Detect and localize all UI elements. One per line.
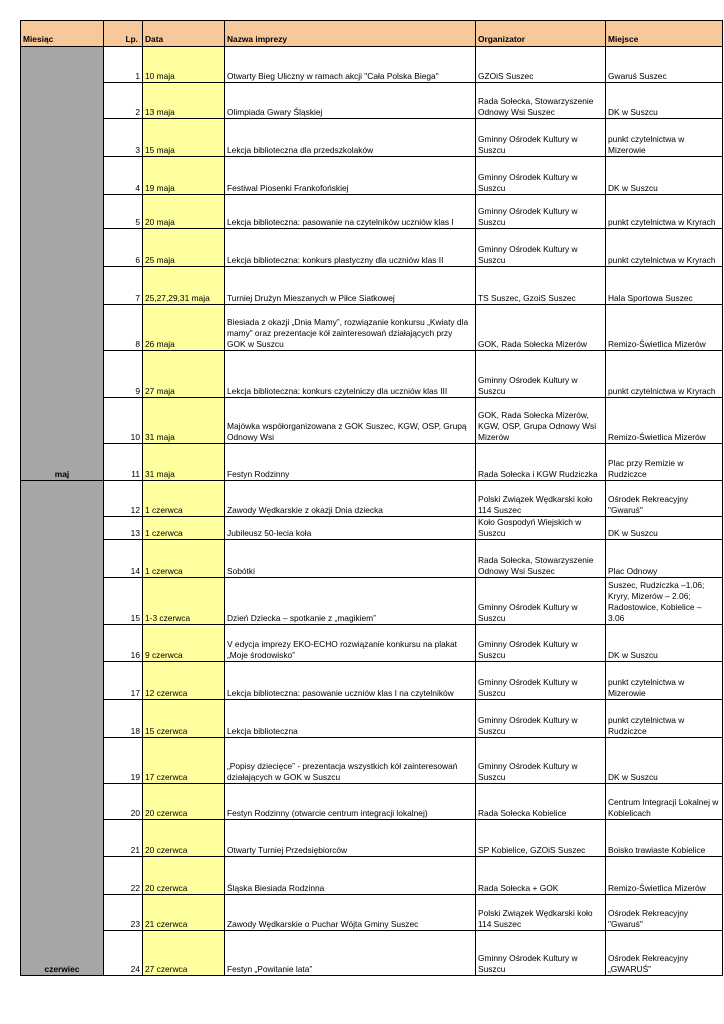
date-cell: 1 czerwca [143, 481, 225, 517]
lp-cell: 18 [104, 700, 143, 738]
date-cell: 31 maja [143, 398, 225, 444]
organizer-cell: GZOiS Suszec [476, 47, 606, 83]
event-name-cell: Lekcja biblioteczna: konkurs czytelniczy dla uczniów klas III [225, 351, 476, 398]
event-name-cell: Lekcja biblioteczna: pasowanie na czytelników uczniów klas I [225, 195, 476, 229]
organizer-cell: Rada Sołecka i KGW Rudziczka [476, 444, 606, 481]
header-lp: Lp. [104, 21, 143, 47]
place-cell: DK w Suszcu [606, 738, 723, 784]
lp-cell: 11 [104, 444, 143, 481]
table-row [21, 229, 723, 267]
place-cell: Suszec, Rudziczka –1.06; Kryry, Mizerów – 2.06; Radostowice, Kobielice – 3.06 [606, 578, 723, 625]
date-cell: 26 maja [143, 305, 225, 351]
lp-cell: 1 [104, 47, 143, 83]
date-cell: 15 czerwca [143, 700, 225, 738]
table-row [21, 119, 723, 157]
place-cell: Plac przy Remizie w Rudziczce [606, 444, 723, 481]
header-place: Miejsce [606, 21, 723, 47]
table-row [21, 195, 723, 229]
place-cell: Centrum Integracji Lokalnej w Kobielicach [606, 784, 723, 820]
organizer-cell: Gminny Ośrodek Kultury w Suszcu [476, 578, 606, 625]
event-name-cell: Majówka współorganizowana z GOK Suszec, KGW, OSP, Grupą Odnowy Wsi [225, 398, 476, 444]
date-cell: 27 maja [143, 351, 225, 398]
organizer-cell: Rada Sołecka, Stowarzyszenie Odnowy Wsi Suszec [476, 540, 606, 578]
place-cell: DK w Suszcu [606, 83, 723, 119]
table-row [21, 625, 723, 662]
event-name-cell: V edycja imprezy EKO-ECHO rozwiązanie konkursu na plakat „Moje środowisko” [225, 625, 476, 662]
table-row [21, 351, 723, 398]
event-name-cell: Lekcja biblioteczna: konkurs plastyczny dla uczniów klas II [225, 229, 476, 267]
header-month: Miesiąc [21, 21, 104, 47]
date-cell: 31 maja [143, 444, 225, 481]
organizer-cell: Koło Gospodyń Wiejskich w Suszcu [476, 517, 606, 540]
lp-cell: 7 [104, 267, 143, 305]
lp-cell: 23 [104, 895, 143, 931]
event-name-cell: Otwarty Bieg Uliczny w ramach akcji "Cała Polska Biega" [225, 47, 476, 83]
event-name-cell: Sobótki [225, 540, 476, 578]
table-row [21, 267, 723, 305]
event-name-cell: Biesiada z okazji „Dnia Mamy”, rozwiązanie konkursu „Kwiaty dla mamy” oraz prezentacje kół zainteresowań działających przy GOK w Suszcu [225, 305, 476, 351]
event-name-cell: „Popisy dziecięce” - prezentacja wszystkich kół zainteresowań działających w GOK w Suszcu [225, 738, 476, 784]
date-cell: 21 czerwca [143, 895, 225, 931]
lp-cell: 6 [104, 229, 143, 267]
event-name-cell: Jubileusz 50-lecia koła [225, 517, 476, 540]
header-date: Data [143, 21, 225, 47]
lp-cell: 2 [104, 83, 143, 119]
lp-cell: 10 [104, 398, 143, 444]
event-name-cell: Olimpiada Gwary Śląskiej [225, 83, 476, 119]
lp-cell: 19 [104, 738, 143, 784]
table-row [21, 444, 723, 481]
lp-cell: 16 [104, 625, 143, 662]
table-row [21, 700, 723, 738]
place-cell: punkt czytelnictwa w Rudziczce [606, 700, 723, 738]
event-name-cell: Festyn Rodzinny [225, 444, 476, 481]
lp-cell: 9 [104, 351, 143, 398]
place-cell: Boisko trawiaste Kobielice [606, 820, 723, 857]
place-cell: Plac Odnowy [606, 540, 723, 578]
place-cell: DK w Suszcu [606, 157, 723, 195]
organizer-cell: TS Suszec, GzoiS Suszec [476, 267, 606, 305]
table-row [21, 820, 723, 857]
place-cell: punkt czytelnictwa w Kryrach [606, 351, 723, 398]
event-name-cell: Otwarty Turniej Przedsiębiorców [225, 820, 476, 857]
place-cell: Ośrodek Rekreacyjny „GWARUŚ” [606, 931, 723, 976]
date-cell: 1 czerwca [143, 540, 225, 578]
event-name-cell: Zawody Wędkarskie o Puchar Wójta Gminy Suszec [225, 895, 476, 931]
lp-cell: 24 [104, 931, 143, 976]
date-cell: 9 czerwca [143, 625, 225, 662]
month-cell: czerwiec [21, 481, 104, 976]
table-row [21, 305, 723, 351]
lp-cell: 5 [104, 195, 143, 229]
organizer-cell: Gminny Ośrodek Kultury w Suszcu [476, 157, 606, 195]
table-row [21, 857, 723, 895]
event-name-cell: Dzień Dziecka – spotkanie z „magikiem” [225, 578, 476, 625]
organizer-cell: Gminny Ośrodek Kultury w Suszcu [476, 119, 606, 157]
date-cell: 12 czerwca [143, 662, 225, 700]
organizer-cell: Gminny Ośrodek Kultury w Suszcu [476, 625, 606, 662]
organizer-cell: Gminny Ośrodek Kultury w Suszcu [476, 700, 606, 738]
lp-cell: 20 [104, 784, 143, 820]
lp-cell: 8 [104, 305, 143, 351]
event-name-cell: Lekcja biblioteczna [225, 700, 476, 738]
date-cell: 15 maja [143, 119, 225, 157]
organizer-cell: Gminny Ośrodek Kultury w Suszcu [476, 351, 606, 398]
event-name-cell: Turniej Drużyn Mieszanych w Piłce Siatkowej [225, 267, 476, 305]
organizer-cell: Gminny Ośrodek Kultury w Suszcu [476, 738, 606, 784]
date-cell: 1 czerwca [143, 517, 225, 540]
table-row [21, 157, 723, 195]
lp-cell: 22 [104, 857, 143, 895]
table-row [21, 398, 723, 444]
lp-cell: 12 [104, 481, 143, 517]
place-cell: Remizo-Świetlica Mizerów [606, 305, 723, 351]
event-name-cell: Lekcja biblioteczna: pasowanie uczniów klas I na czytelników [225, 662, 476, 700]
date-cell: 1-3 czerwca [143, 578, 225, 625]
date-cell: 20 czerwca [143, 784, 225, 820]
date-cell: 13 maja [143, 83, 225, 119]
header-row [21, 21, 723, 47]
table-row [21, 481, 723, 517]
month-cell: maj [21, 47, 104, 481]
date-cell: 25 maja [143, 229, 225, 267]
event-name-cell: Lekcja biblioteczna dla przedszkolaków [225, 119, 476, 157]
lp-cell: 14 [104, 540, 143, 578]
organizer-cell: Rada Sołecka, Stowarzyszenie Odnowy Wsi Suszec [476, 83, 606, 119]
place-cell: punkt czytelnictwa w Mizerowie [606, 662, 723, 700]
place-cell: punkt czytelnictwa w Kryrach [606, 195, 723, 229]
place-cell: Remizo-Świetlica Mizerów [606, 398, 723, 444]
lp-cell: 13 [104, 517, 143, 540]
event-name-cell: Śląska Biesiada Rodzinna [225, 857, 476, 895]
date-cell: 20 czerwca [143, 857, 225, 895]
organizer-cell: Gminny Ośrodek Kultury w Suszcu [476, 931, 606, 976]
lp-cell: 4 [104, 157, 143, 195]
table-row [21, 931, 723, 976]
place-cell: Ośrodek Rekreacyjny "Gwaruś" [606, 895, 723, 931]
lp-cell: 21 [104, 820, 143, 857]
lp-cell: 15 [104, 578, 143, 625]
table-row [21, 517, 723, 540]
organizer-cell: Polski Związek Wędkarski koło 114 Suszec [476, 481, 606, 517]
date-cell: 20 czerwca [143, 820, 225, 857]
date-cell: 27 czerwca [143, 931, 225, 976]
event-name-cell: Festiwal Piosenki Frankofońskiej [225, 157, 476, 195]
events-table [20, 20, 723, 976]
table-row [21, 738, 723, 784]
organizer-cell: Rada Sołecka + GOK [476, 857, 606, 895]
place-cell: punkt czytelnictwa w Kryrach [606, 229, 723, 267]
table-row [21, 784, 723, 820]
header-organizer: Organizator [476, 21, 606, 47]
organizer-cell: Polski Związek Wędkarski koło 114 Suszec [476, 895, 606, 931]
event-name-cell: Festyn „Powitanie lata” [225, 931, 476, 976]
lp-cell: 17 [104, 662, 143, 700]
place-cell: Remizo-Świetlica Mizerów [606, 857, 723, 895]
place-cell: Ośrodek Rekreacyjny "Gwaruś" [606, 481, 723, 517]
date-cell: 25,27,29,31 maja [143, 267, 225, 305]
organizer-cell: SP Kobielice, GZOiS Suszec [476, 820, 606, 857]
date-cell: 20 maja [143, 195, 225, 229]
event-name-cell: Zawody Wędkarskie z okazji Dnia dziecka [225, 481, 476, 517]
event-name-cell: Festyn Rodzinny (otwarcie centrum integracji lokalnej) [225, 784, 476, 820]
organizer-cell: GOK, Rada Sołecka Mizerów [476, 305, 606, 351]
table-row [21, 83, 723, 119]
table-row [21, 47, 723, 83]
table-row [21, 540, 723, 578]
date-cell: 17 czerwca [143, 738, 225, 784]
header-name: Nazwa imprezy [225, 21, 476, 47]
table-row [21, 578, 723, 625]
organizer-cell: Rada Sołecka Kobielice [476, 784, 606, 820]
organizer-cell: Gminny Ośrodek Kultury w Suszcu [476, 229, 606, 267]
place-cell: DK w Suszcu [606, 517, 723, 540]
place-cell: DK w Suszcu [606, 625, 723, 662]
lp-cell: 3 [104, 119, 143, 157]
date-cell: 10 maja [143, 47, 225, 83]
date-cell: 19 maja [143, 157, 225, 195]
organizer-cell: Gminny Ośrodek Kultury w Suszcu [476, 195, 606, 229]
organizer-cell: GOK, Rada Sołecka Mizerów, KGW, OSP, Grupa Odnowy Wsi Mizerów [476, 398, 606, 444]
table-row [21, 895, 723, 931]
organizer-cell: Gminny Ośrodek Kultury w Suszcu [476, 662, 606, 700]
table-row [21, 662, 723, 700]
place-cell: Gwaruś Suszec [606, 47, 723, 83]
table-body [21, 47, 723, 976]
place-cell: Hala Sportowa Suszec [606, 267, 723, 305]
place-cell: punkt czytelnictwa w Mizerowie [606, 119, 723, 157]
